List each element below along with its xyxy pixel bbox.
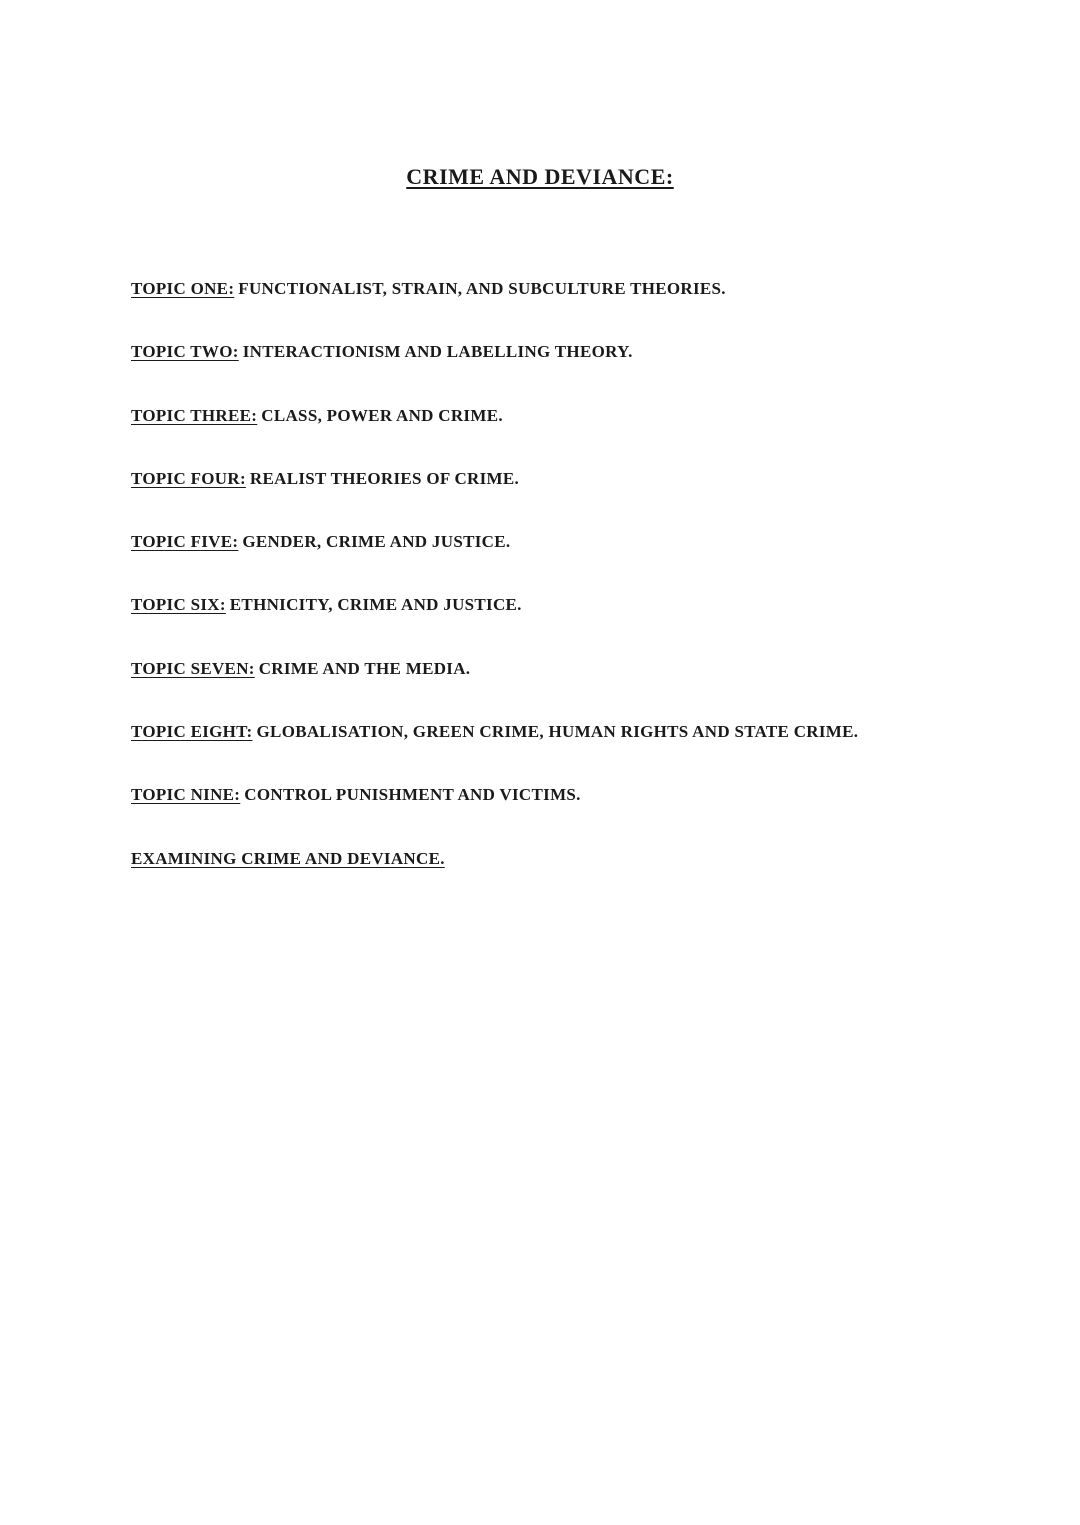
examining-item xyxy=(131,849,858,912)
topic-item-four xyxy=(131,469,858,532)
topic-description: ETHNICITY, CRIME AND JUSTICE. xyxy=(229,595,522,615)
topic-label: TOPIC NINE: xyxy=(131,785,241,805)
topic-item-nine xyxy=(131,785,858,848)
topic-label: TOPIC EIGHT: xyxy=(131,722,253,742)
topic-label: TOPIC ONE: xyxy=(131,279,235,298)
topic-description: GLOBALISATION, GREEN CRIME, HUMAN RIGHTS AND STATE CRIME. xyxy=(256,722,859,742)
topic-description: INTERACTIONISM AND LABELLING THEORY. xyxy=(242,342,633,362)
topic-item-seven xyxy=(131,659,858,722)
topic-item-one xyxy=(131,279,858,342)
document-title: CRIME AND DEVIANCE: xyxy=(406,164,674,189)
topic-label: TOPIC TWO: xyxy=(131,342,239,362)
topic-item-three xyxy=(131,406,858,469)
topic-label: TOPIC SEVEN: xyxy=(131,658,255,678)
topic-label: TOPIC FIVE: xyxy=(131,532,239,552)
topic-list xyxy=(131,279,858,912)
topic-description: CRIME AND THE MEDIA. xyxy=(258,658,471,678)
topic-item-two xyxy=(131,342,858,405)
topic-label: TOPIC THREE: xyxy=(131,405,258,425)
topic-description: CLASS, POWER AND CRIME. xyxy=(261,405,503,425)
topic-description: REALIST THEORIES OF CRIME. xyxy=(249,468,520,488)
topic-item-eight xyxy=(131,722,858,785)
topic-description: FUNCTIONALIST, STRAIN, AND SUBCULTURE THEORIES. xyxy=(238,279,726,298)
topic-description: CONTROL PUNISHMENT AND VICTIMS. xyxy=(244,785,581,805)
topic-label: TOPIC FOUR: xyxy=(131,468,246,488)
examining-label: EXAMINING CRIME AND DEVIANCE. xyxy=(131,848,445,868)
topic-item-five xyxy=(131,532,858,595)
topic-item-six xyxy=(131,595,858,658)
topic-label: TOPIC SIX: xyxy=(131,595,226,615)
topic-description: GENDER, CRIME AND JUSTICE. xyxy=(242,532,511,552)
